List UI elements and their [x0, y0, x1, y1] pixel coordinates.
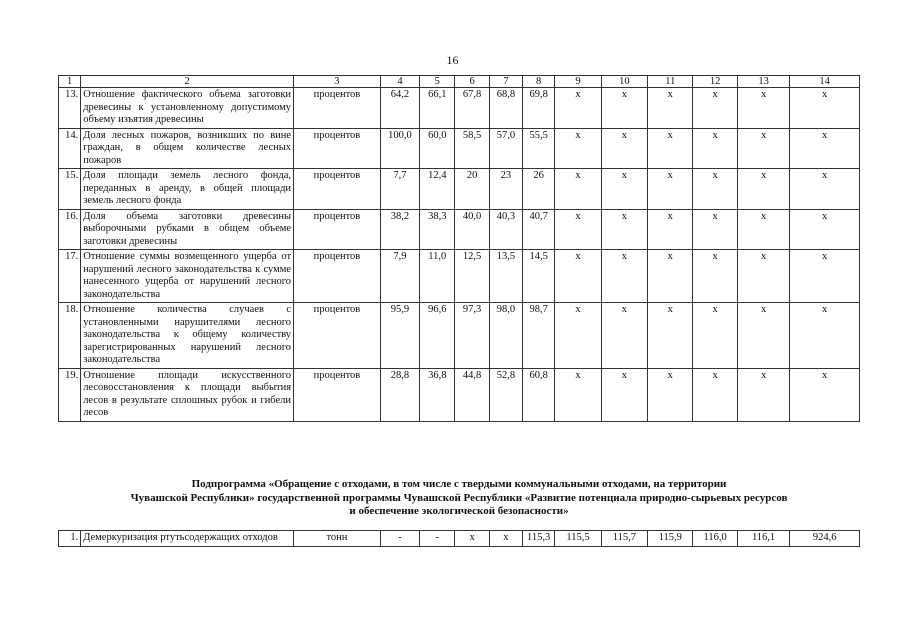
value-cell: 97,3 [455, 303, 489, 369]
row-number: 14. [59, 128, 81, 169]
header-cell: 11 [648, 76, 693, 88]
value-cell: 66,1 [420, 88, 455, 129]
value-cell: 13,5 [489, 250, 522, 303]
subprogram-title-line: и обеспечение экологической безопасности» [349, 505, 569, 517]
value-cell: x [693, 209, 737, 250]
header-cell: 9 [555, 76, 601, 88]
value-cell: 7,9 [380, 250, 419, 303]
value-cell: x [648, 88, 693, 129]
row-unit: тонн [294, 531, 381, 547]
value-cell: 57,0 [489, 128, 522, 169]
row-number: 15. [59, 169, 81, 210]
row-unit: процентов [294, 209, 381, 250]
table-row [59, 209, 860, 250]
value-cell: x [648, 209, 693, 250]
value-cell: 60,8 [523, 368, 555, 421]
row-description: Доля лесных пожаров, возникших по вине граждан, в общем количестве лесных пожаров [81, 128, 294, 169]
value-cell: 64,2 [380, 88, 419, 129]
table-row [59, 531, 860, 547]
row-number: 18. [59, 303, 81, 369]
row-description: Отношение количества случаев с установленными нарушителями лесного законодательства к общему количеству зарегистрированных нарушений лесного законодательства [81, 303, 294, 369]
value-cell: x [737, 303, 789, 369]
row-number: 16. [59, 209, 81, 250]
value-cell: x [693, 128, 737, 169]
table-row [59, 303, 860, 369]
table-row [59, 250, 860, 303]
row-description: Доля площади земель лесного фонда, переданных в аренду, в общей площади земель лесного фонда [81, 169, 294, 210]
value-cell: 26 [523, 169, 555, 210]
value-cell: x [601, 128, 647, 169]
value-cell: 115,7 [601, 531, 647, 547]
value-cell: x [648, 303, 693, 369]
value-cell: x [737, 250, 789, 303]
value-cell: 40,7 [523, 209, 555, 250]
value-cell: x [790, 88, 860, 129]
value-cell: 69,8 [523, 88, 555, 129]
value-cell: 100,0 [380, 128, 419, 169]
value-cell: x [489, 531, 522, 547]
row-number: 19. [59, 368, 81, 421]
header-cell: 8 [523, 76, 555, 88]
value-cell: 7,7 [380, 169, 419, 210]
value-cell: x [555, 368, 601, 421]
value-cell: 67,8 [455, 88, 489, 129]
row-unit: процентов [294, 88, 381, 129]
value-cell: x [693, 303, 737, 369]
row-number: 1. [59, 531, 81, 547]
row-unit: процентов [294, 303, 381, 369]
value-cell: x [601, 303, 647, 369]
indicators-table [58, 75, 860, 422]
value-cell: x [601, 169, 647, 210]
header-cell: 13 [737, 76, 789, 88]
page-number: 16 [446, 53, 459, 67]
value-cell: x [790, 250, 860, 303]
value-cell: 12,5 [455, 250, 489, 303]
row-description: Отношение фактического объема заготовки древесины к установленному допустимому объему изъятия древесины [81, 88, 294, 129]
value-cell: x [455, 531, 489, 547]
row-description: Отношение суммы возмещенного ущерба от нарушений лесного законодательства к сумме нанесенного ущерба от нарушений лесного законодательства [81, 250, 294, 303]
table-row [59, 88, 860, 129]
value-cell: 44,8 [455, 368, 489, 421]
value-cell: x [555, 250, 601, 303]
value-cell: x [737, 169, 789, 210]
header-cell: 6 [455, 76, 489, 88]
value-cell: x [648, 250, 693, 303]
value-cell: 68,8 [489, 88, 522, 129]
row-unit: процентов [294, 250, 381, 303]
row-number: 13. [59, 88, 81, 129]
value-cell: 98,0 [489, 303, 522, 369]
value-cell: x [601, 368, 647, 421]
value-cell: 95,9 [380, 303, 419, 369]
value-cell: x [693, 169, 737, 210]
value-cell: x [737, 209, 789, 250]
header-cell: 3 [294, 76, 381, 88]
row-description: Отношение площади искусственного лесовосстановления к площади выбытия лесов в результате сплошных рубок и гибели лесов [81, 368, 294, 421]
header-cell: 10 [601, 76, 647, 88]
value-cell: x [693, 250, 737, 303]
value-cell: 36,8 [420, 368, 455, 421]
value-cell: x [555, 169, 601, 210]
value-cell: x [790, 209, 860, 250]
value-cell: x [790, 303, 860, 369]
row-description: Доля объема заготовки древесины выборочными рубками в общем объеме заготовки древесины [81, 209, 294, 250]
value-cell: x [601, 250, 647, 303]
header-cell: 1 [59, 76, 81, 88]
value-cell: 924,6 [790, 531, 860, 547]
row-description: Демеркуризация ртутьсодержащих отходов [81, 531, 294, 547]
value-cell: 11,0 [420, 250, 455, 303]
value-cell: x [555, 128, 601, 169]
header-cell: 4 [380, 76, 419, 88]
value-cell: 14,5 [523, 250, 555, 303]
value-cell: 38,3 [420, 209, 455, 250]
value-cell: 115,5 [555, 531, 601, 547]
subprogram-title [58, 478, 860, 519]
row-unit: процентов [294, 169, 381, 210]
value-cell: 40,0 [455, 209, 489, 250]
value-cell: 115,3 [523, 531, 555, 547]
value-cell: 98,7 [523, 303, 555, 369]
value-cell: x [737, 128, 789, 169]
value-cell: x [648, 368, 693, 421]
header-cell: 2 [81, 76, 294, 88]
table-row [59, 169, 860, 210]
value-cell: 55,5 [523, 128, 555, 169]
value-cell: x [693, 368, 737, 421]
row-number: 17. [59, 250, 81, 303]
value-cell: x [601, 88, 647, 129]
value-cell: 96,6 [420, 303, 455, 369]
value-cell: 116,0 [693, 531, 737, 547]
value-cell: 40,3 [489, 209, 522, 250]
header-cell: 12 [693, 76, 737, 88]
table-row [59, 368, 860, 421]
value-cell: x [601, 209, 647, 250]
value-cell: x [648, 169, 693, 210]
value-cell: 52,8 [489, 368, 522, 421]
value-cell: 115,9 [648, 531, 693, 547]
header-cell: 5 [420, 76, 455, 88]
value-cell: 38,2 [380, 209, 419, 250]
value-cell: x [790, 169, 860, 210]
value-cell: x [790, 128, 860, 169]
value-cell: 12,4 [420, 169, 455, 210]
value-cell: x [790, 368, 860, 421]
value-cell: x [737, 368, 789, 421]
value-cell: 20 [455, 169, 489, 210]
value-cell: x [555, 303, 601, 369]
value-cell: 58,5 [455, 128, 489, 169]
value-cell: - [380, 531, 419, 547]
row-unit: процентов [294, 128, 381, 169]
value-cell: 60,0 [420, 128, 455, 169]
header-cell: 7 [489, 76, 522, 88]
subprogram-table [58, 530, 860, 547]
value-cell: x [648, 128, 693, 169]
value-cell: x [693, 88, 737, 129]
subprogram-title-line: Чувашской Республики» государственной программы Чувашской Республики «Развитие потенциала природно-сырьевых ресурсов [130, 491, 788, 504]
value-cell: 23 [489, 169, 522, 210]
header-row [59, 76, 860, 88]
table-row [59, 128, 860, 169]
value-cell: 28,8 [380, 368, 419, 421]
row-unit: процентов [294, 368, 381, 421]
value-cell: - [420, 531, 455, 547]
value-cell: x [555, 88, 601, 129]
value-cell: x [555, 209, 601, 250]
value-cell: x [737, 88, 789, 129]
subprogram-title-line: Подпрограмма «Обращение с отходами, в том числе с твердыми коммунальными отходами, на территории [191, 478, 727, 490]
header-cell: 14 [790, 76, 860, 88]
value-cell: 116,1 [737, 531, 789, 547]
